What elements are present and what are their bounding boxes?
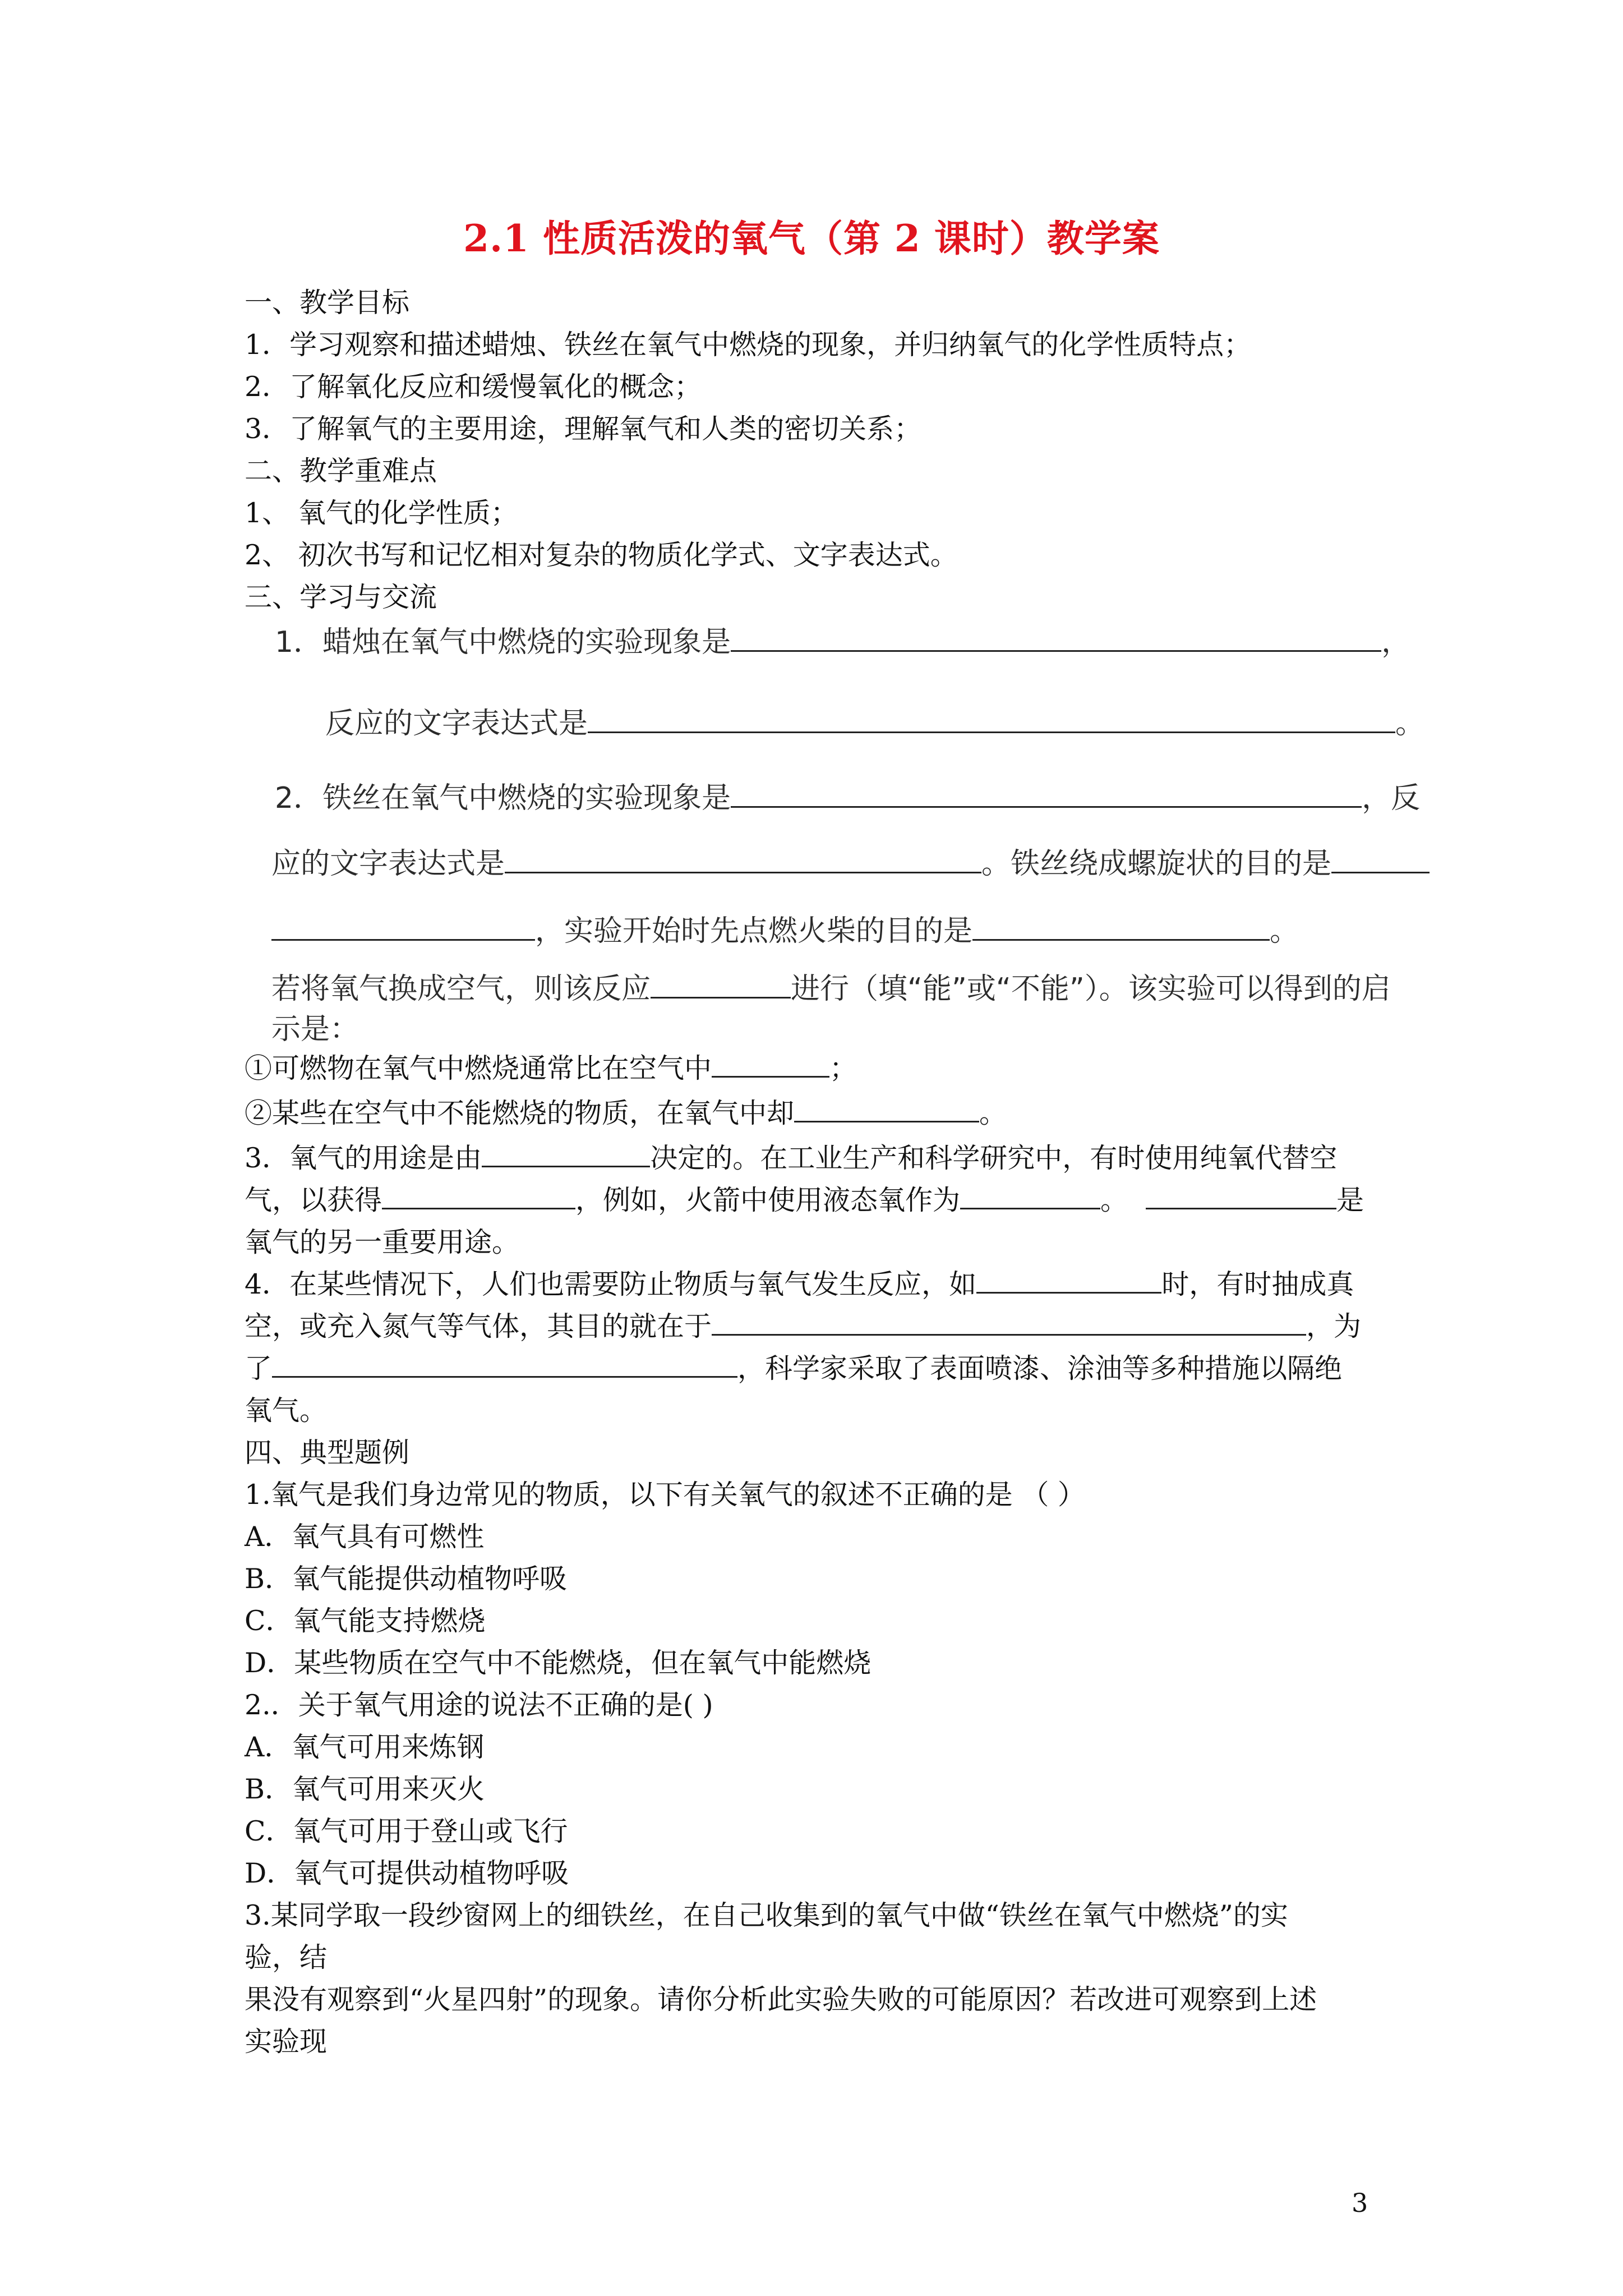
fill-blank <box>505 846 981 873</box>
punct: 。 <box>1395 707 1425 740</box>
fill-blank <box>712 1050 829 1078</box>
question-4-line-a <box>245 1265 1354 1304</box>
q3-text: 气，以获得 <box>245 1184 382 1216</box>
punct: ； <box>829 1052 857 1084</box>
fill-blank <box>651 971 791 999</box>
example-2-question: 2.．关于氧气用途的说法不正确的是( ) <box>245 1689 713 1721</box>
fill-blank <box>1331 846 1430 873</box>
q1-text: 反应的文字表达式是 <box>325 707 588 740</box>
q2-text: 进行（填“能”或“不能”）。该实验可以得到的启 <box>791 972 1391 1006</box>
question-1-line-b <box>325 704 1424 743</box>
section-heading-goals: 一、教学目标 <box>245 287 410 319</box>
fill-blank <box>1146 1182 1336 1209</box>
q3-text: 决定的。在工业生产和科学研究中，有时使用纯氧代替空 <box>650 1142 1338 1174</box>
q1-text: 1．蜡烛在氧气中燃烧的实验现象是 <box>275 625 731 659</box>
section-heading-examples: 四、典型题例 <box>245 1437 410 1469</box>
question-2-line-a <box>275 779 1420 818</box>
section-heading-study: 三、学习与交流 <box>245 581 437 613</box>
q2-text: ，反 <box>1362 781 1421 815</box>
q3-text: ，例如，火箭中使用液态氧作为 <box>575 1184 961 1216</box>
punct: 。 <box>979 1097 1007 1129</box>
example-1-option-c: C．氧气能支持燃烧 <box>245 1605 486 1637</box>
fill-blank <box>482 1140 650 1167</box>
q4-text: ，为 <box>1306 1310 1362 1342</box>
q2-text: 若将氧气换成空气，则该反应 <box>271 972 651 1006</box>
q4-text: 空，或充入氮气等气体，其目的就在于 <box>245 1310 712 1342</box>
page-number: 3 <box>1352 2188 1368 2218</box>
example-2-option-c: C．氧气可用于登山或飞行 <box>245 1815 568 1847</box>
fill-blank <box>731 780 1362 808</box>
revelation-text: ①可燃物在氧气中燃烧通常比在空气中 <box>245 1052 712 1084</box>
example-1-question: 1.氧气是我们身边常见的物质，以下有关氧气的叙述不正确的是 （ ） <box>245 1479 1085 1511</box>
q4-text: 了 <box>245 1352 273 1384</box>
question-3-line-b <box>245 1181 1364 1220</box>
example-1-option-d: D．某些物质在空气中不能燃烧，但在氧气中能燃烧 <box>245 1647 872 1679</box>
fill-blank <box>382 1182 575 1209</box>
question-2-line-e: 示是： <box>271 1013 359 1046</box>
question-4-line-b <box>245 1307 1361 1346</box>
question-2-line-b <box>271 844 1430 884</box>
question-4-line-c <box>245 1349 1342 1388</box>
fill-blank <box>976 1266 1161 1294</box>
punct: ， <box>1381 625 1411 659</box>
punct: 。 <box>1270 914 1299 948</box>
revelation-1 <box>245 1049 857 1088</box>
goal-item: 3．了解氧气的主要用途，理解氧气和人类的密切关系； <box>245 413 922 445</box>
revelation-2 <box>245 1094 1007 1133</box>
example-3-text-line: 实验现 <box>245 2026 328 2058</box>
question-4-line-d: 氧气。 <box>245 1395 328 1427</box>
key-point-item: 1、 氧气的化学性质； <box>245 497 518 529</box>
example-2-option-a: A．氧气可用来炼钢 <box>245 1731 485 1763</box>
q4-text: 时，有时抽成真 <box>1161 1268 1354 1300</box>
fill-blank <box>272 1350 737 1378</box>
section-heading-key-points: 二、教学重难点 <box>245 455 437 487</box>
fill-blank <box>712 1308 1306 1336</box>
question-2-line-c <box>271 912 1299 951</box>
question-1-line-a <box>275 623 1410 662</box>
example-2-option-b: B．氧气可用来灭火 <box>245 1773 485 1805</box>
example-3-text-line: 验，结 <box>245 1941 328 1973</box>
fill-blank <box>731 624 1381 652</box>
key-point-item: 2、 初次书写和记忆相对复杂的物质化学式、文字表达式。 <box>245 539 958 571</box>
fill-blank <box>960 1182 1100 1209</box>
fill-blank <box>972 913 1270 941</box>
q2-text: 2．铁丝在氧气中燃烧的实验现象是 <box>275 781 731 815</box>
q2-text: 应的文字表达式是 <box>271 847 505 881</box>
q2-text: ，实验开始时先点燃火柴的目的是 <box>535 914 973 948</box>
fill-blank <box>271 913 535 941</box>
question-2-line-d <box>271 969 1391 1009</box>
example-3-text-line: 果没有观察到“火星四射”的现象。请你分析此实验失败的可能原因？若改进可观察到上述 <box>245 1984 1317 2016</box>
goal-item: 2．了解氧化反应和缓慢氧化的概念； <box>245 371 702 403</box>
example-1-option-b: B．氧气能提供动植物呼吸 <box>245 1563 568 1595</box>
example-2-option-d: D．氧气可提供动植物呼吸 <box>245 1857 569 1889</box>
fill-blank <box>794 1095 979 1122</box>
q3-text: 是 <box>1336 1184 1364 1216</box>
q4-text: 4．在某些情况下，人们也需要防止物质与氧气发生反应，如 <box>245 1268 977 1300</box>
fill-blank <box>588 706 1395 733</box>
q4-text: ，科学家采取了表面喷漆、涂油等多种措施以隔绝 <box>737 1352 1343 1384</box>
example-3-text-line: 3.某同学取一段纱窗网上的细铁丝，在自己收集到的氧气中做“铁丝在氧气中燃烧”的实 <box>245 1899 1288 1931</box>
example-1-option-a: A．氧气具有可燃性 <box>245 1521 485 1553</box>
goal-item: 1．学习观察和描述蜡烛、铁丝在氧气中燃烧的现象，并归纳氧气的化学性质特点； <box>245 329 1252 361</box>
q3-text: 。 <box>1100 1184 1128 1216</box>
revelation-text: ②某些在空气中不能燃烧的物质，在氧气中却 <box>245 1097 795 1129</box>
q2-text: 。铁丝绕成螺旋状的目的是 <box>981 847 1332 881</box>
question-3-line-c: 氧气的另一重要用途。 <box>245 1226 520 1258</box>
question-3-line-a <box>245 1139 1337 1178</box>
document-title: 2.1 性质活泼的氧气（第 2 课时）教学案 <box>463 217 1160 260</box>
q3-text: 3．氧气的用途是由 <box>245 1142 482 1174</box>
